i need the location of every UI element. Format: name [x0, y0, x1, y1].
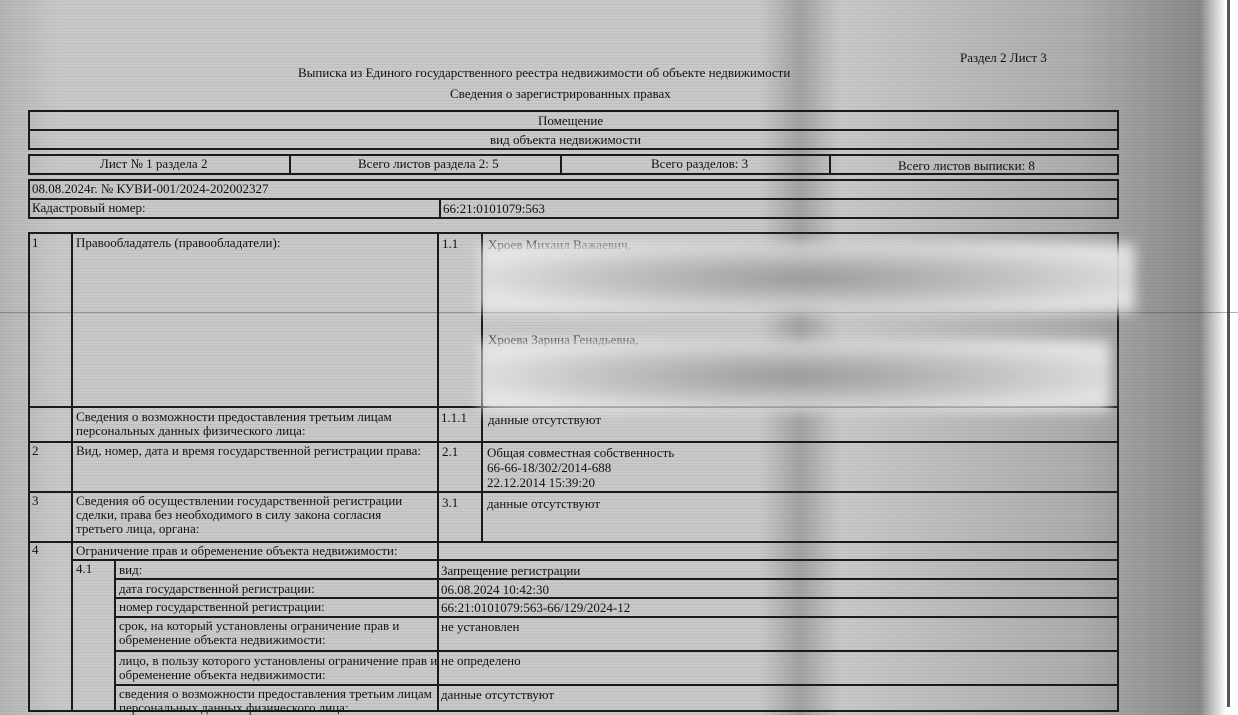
- document-title: Выписка из Единого государственного реестра недвижимости об объекте недвижимости: [298, 65, 791, 80]
- total-sheets-section: Всего листов раздела 2: 5: [358, 156, 499, 171]
- redacted-owner-2-details: [480, 340, 1110, 412]
- divider: [28, 198, 1119, 200]
- registration-datetime: 22.12.2014 15:39:20: [487, 475, 595, 490]
- redacted-owner-1-details: [480, 243, 1135, 313]
- encumbrance-term-value: не установлен: [441, 619, 520, 634]
- row-1-1-1-value: данные отсутствуют: [488, 412, 602, 427]
- encumbrance-date-value: 06.08.2024 10:42:30: [441, 582, 549, 597]
- total-sections: Всего разделов: 3: [651, 156, 749, 171]
- encumbrance-date-label: дата государственной регистрации:: [119, 581, 315, 596]
- document-subtitle: Сведения о зарегистрированных правах: [450, 86, 671, 101]
- divider: [71, 559, 1119, 561]
- divider: [71, 232, 73, 712]
- page-edge: [1227, 0, 1230, 707]
- row-4-number: 4: [32, 542, 39, 557]
- row-2-number: 2: [32, 443, 39, 458]
- row-1-1-1-label: Сведения о возможности предоставления третьим лицам персональных данных физического лица:: [76, 409, 392, 438]
- divider: [114, 650, 1119, 652]
- divider: [114, 578, 1119, 580]
- row-2-label: Вид, номер, дата и время государственной регистрации права:: [76, 443, 421, 458]
- record-date-number: 08.08.2024г. № КУВИ-001/2024-202002327: [32, 181, 269, 196]
- encumbrance-number-value: 66:21:0101079:563-66/129/2024-12: [441, 600, 631, 615]
- row-3-number: 3: [32, 493, 39, 508]
- row-2-1-number: 2.1: [442, 444, 459, 459]
- divider: [28, 129, 1119, 131]
- object-type-caption: вид объекта недвижимости: [490, 132, 641, 147]
- encumbrance-personal-data-value: данные отсутствуют: [441, 687, 555, 702]
- row-1-1-1-number: 1.1.1: [441, 410, 467, 425]
- encumbrance-personal-data-label: сведения о возможности предоставления третьим лицам персональных данных физического лица:: [119, 686, 432, 715]
- divider: [289, 154, 291, 175]
- row-1-label: Правообладатель (правообладатели):: [76, 235, 281, 250]
- total-sheets-extract: Всего листов выписки: 8: [898, 158, 1035, 173]
- cadastral-label: Кадастровый номер:: [32, 200, 146, 215]
- encumbrance-term-label: срок, на который установлены ограничение прав и обременение объекта недвижимости:: [119, 618, 400, 647]
- encumbrance-type-value: Запрещение регистрации: [441, 563, 581, 578]
- row-3-1-number: 3.1: [442, 495, 459, 510]
- row-4-1-number: 4.1: [76, 561, 93, 576]
- encumbrance-number-label: номер государственной регистрации:: [119, 599, 325, 614]
- encumbrance-type-label: вид:: [119, 562, 143, 577]
- divider: [114, 559, 116, 712]
- row-1-1-number: 1.1: [442, 236, 459, 251]
- divider: [439, 198, 441, 219]
- encumbrance-beneficiary-label: лицо, в пользу которого установлены ограничение прав и обременение объекта недвижимости:: [119, 653, 438, 682]
- right-type: Общая совместная собственность: [487, 445, 675, 460]
- sheet-of-section: Лист № 1 раздела 2: [100, 156, 208, 171]
- divider: [829, 154, 831, 175]
- object-type: Помещение: [538, 113, 604, 128]
- registration-number: 66-66-18/302/2014-688: [487, 460, 612, 475]
- section-sheet-label: Раздел 2 Лист 3: [960, 50, 1047, 65]
- divider: [560, 154, 562, 175]
- cadastral-number: 66:21:0101079:563: [443, 201, 545, 216]
- row-3-label: Сведения об осуществлении государственной регистрации сделки, права без необходимого в силу закона согласия третьего лица, органа:: [76, 493, 403, 536]
- row-1-number: 1: [32, 235, 39, 250]
- row-4-label: Ограничение прав и обременение объекта недвижимости:: [76, 543, 398, 558]
- row-3-1-value: данные отсутствуют: [487, 496, 601, 511]
- encumbrance-beneficiary-value: не определено: [441, 653, 521, 668]
